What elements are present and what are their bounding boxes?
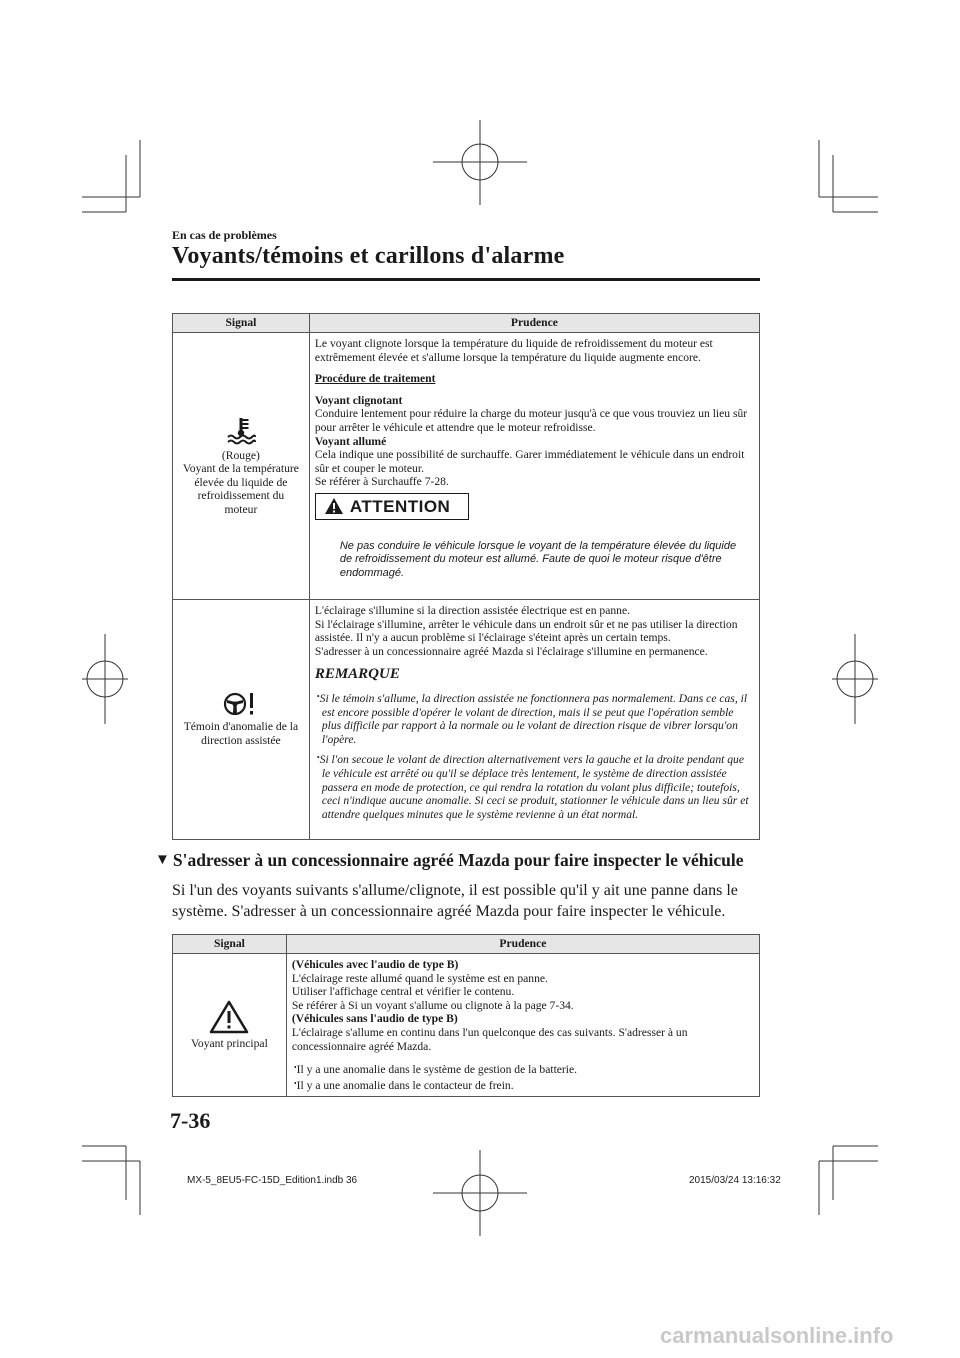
note-text: Si le témoin s'allume, la direction assistée ne fonctionnera pas normalement. Dans ce cas, il est encore possible d'opérer le volant de direction, mais il se peut que l'opération semble plus difficile par rapport à la normale ou le volant de direction risque de vibrer lorsqu'on l'opère.: [319, 691, 748, 746]
on-heading: Voyant allumé: [314, 434, 387, 448]
signal-name-line: moteur: [224, 502, 258, 516]
prudence-cell: [309, 333, 759, 600]
prudence-line: Se référer à Si un voyant s'allume ou clignote à la page 7-34.: [291, 998, 574, 1012]
coolant-temperature-icon: [225, 416, 257, 446]
note-text: Si l'on secoue le volant de direction alternativement vers la gauche et la droite pendant que le véhicule est arrêté ou qu'il se déplace très lentement, le système de direction assistée passera en mode de protection, ce qui rendra la rotation du volant plus difficile; toutefois, ceci n'indique aucune anomalie. Si ceci se produit, stationner le véhicule dans un lieu sûr et attendre quelques minutes que le système revienne à un état normal.: [319, 753, 749, 821]
prudence-intro: Le voyant clignote lorsque la température du liquide de refroidissement du moteur est extrêmement élevée et s'allume lorsque la température du liquide augmente encore.: [314, 337, 713, 364]
signal-name-line: élevée du liquide de: [194, 475, 288, 489]
power-steering-malfunction-icon: [223, 691, 259, 717]
title-rule: [172, 278, 760, 281]
bullet: •: [316, 691, 320, 701]
eps-text: S'adresser à un concessionnaire agréé Mazda si l'éclairage s'illumine en permanence.: [314, 644, 708, 658]
on-text: Cela indique une possibilité de surchauffe. Garer immédiatement le véhicule dans un endroit sûr et couper le moteur.: [314, 448, 745, 475]
warning-table: [172, 313, 760, 840]
prudence-cell: [309, 600, 759, 840]
table-row: [173, 954, 760, 1097]
list-item: [292, 1061, 754, 1077]
section-heading: [155, 850, 744, 871]
warning-triangle-icon: [324, 497, 344, 515]
master-warning-icon: [209, 1000, 249, 1034]
list-item-text: Il y a une anomalie dans le système de gestion de la batterie.: [296, 1063, 578, 1077]
list-item: [292, 1077, 754, 1093]
footer-filename: MX-5_8EU5-FC-15D_Edition1.indb 36: [187, 1175, 358, 1186]
signal-name-line: Témoin d'anomalie de la: [183, 720, 299, 734]
procedure-heading: Procédure de traitement: [314, 372, 436, 386]
with-audio-b-heading: (Véhicules avec l'audio de type B): [291, 958, 459, 971]
attention-text: Ne pas conduire le véhicule lorsque le voyant de la température élevée du liquide de refroidissement du moteur est allumé. Faute de quoi le moteur risque d'être endommagé.: [339, 539, 737, 579]
triangle-marker-icon: ▼: [155, 852, 170, 868]
signal-name: Voyant principal: [191, 1036, 268, 1050]
prudence-line: Utiliser l'affichage central et vérifier le contenu.: [291, 985, 515, 999]
col-signal-header: Signal: [173, 314, 310, 333]
table-row: [173, 333, 760, 600]
page-title: Voyants/témoins et carillons d'alarme: [172, 243, 565, 269]
refer-text: Se référer à Surchauffe 7-28.: [314, 475, 449, 489]
section-heading-text: S'adresser à un concessionnaire agréé Mazda pour faire inspecter le véhicule: [172, 850, 744, 870]
watermark: carmanualsonline.info: [660, 1323, 894, 1348]
signal-cell: [173, 600, 310, 840]
bullet: •: [316, 753, 320, 763]
blink-text: Conduire lentement pour réduire la charge du moteur jusqu'à ce que vous trouviez un lieu sûr pour arrêter le véhicule et attendre que le moteur refroidisse.: [314, 407, 748, 434]
section-intro: Si l'un des voyants suivants s'allume/clignote, il est possible qu'il y ait une panne dans le système. S'adresser à un concessionnaire agréé Mazda pour faire inspecter le véhicule.: [172, 882, 738, 920]
attention-label: ATTENTION: [349, 496, 451, 516]
page-number: 7-36: [170, 1108, 211, 1133]
footer-timestamp: 2015/03/24 13:16:32: [689, 1175, 781, 1186]
prudence-line: L'éclairage s'allume en continu dans l'un quelconque des cas suivants. S'adresser à un concessionnaire agréé Mazda.: [291, 1025, 688, 1053]
table-row: [173, 600, 760, 840]
without-audio-b-heading: (Véhicules sans l'audio de type B): [291, 1012, 458, 1026]
section-label: En cas de problèmes: [172, 228, 277, 242]
attention-label-box: [315, 493, 470, 520]
eps-text: L'éclairage s'illumine si la direction assistée électrique est en panne.: [314, 604, 630, 617]
inspection-table: [172, 934, 760, 1097]
note-item: [315, 751, 754, 821]
list-item-text: Il y a une anomalie dans le contacteur de frein.: [296, 1078, 514, 1092]
prudence-cell: [286, 954, 759, 1097]
blink-heading: Voyant clignotant: [314, 393, 403, 407]
signal-cell: [173, 954, 287, 1097]
eps-text: Si l'éclairage s'illumine, arrêter le véhicule dans un endroit sûr et ne pas utiliser la direction assistée. Il n'y a aucun problème si l'éclairage s'éteint après un certain temps.: [314, 617, 738, 645]
col-signal-header: Signal: [173, 935, 287, 954]
signal-name-line: direction assistée: [201, 734, 281, 747]
signal-color: (Rouge): [221, 448, 260, 462]
signal-cell: [173, 333, 310, 600]
prudence-line: L'éclairage reste allumé quand le système est en panne.: [291, 971, 548, 985]
col-prudence-header: Prudence: [286, 935, 759, 954]
col-prudence-header: Prudence: [309, 314, 759, 333]
bullet: •: [293, 1078, 297, 1088]
signal-name-line: refroidissement du: [197, 489, 285, 503]
remarque-label: REMARQUE: [314, 666, 400, 683]
note-item: [315, 690, 754, 746]
bullet: •: [293, 1063, 297, 1073]
signal-name-line: Voyant de la température: [182, 462, 299, 476]
